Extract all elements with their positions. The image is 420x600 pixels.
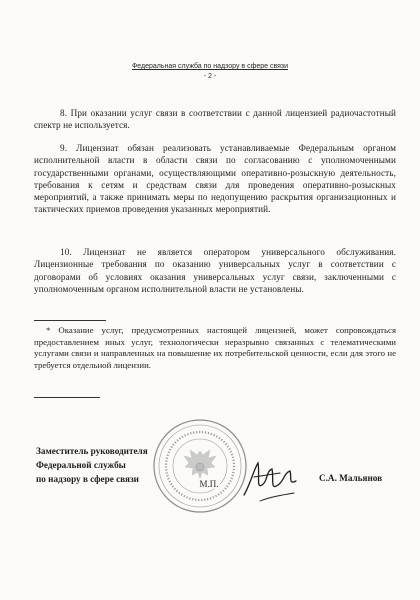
footnote-end-rule [34,397,100,398]
clause-9: 9. Лицензиат обязан реализовать устанавливаемые Федеральным органом исполнительной власти в области связи по согласованию с уполномоченными государственными органами, осуществляющими оперативно-розыскную деятельность, требования к сетям и средствам связи для проведения оперативно-розыскных мероприятий, а также принимать меры по недопущению раскрытия организационных и тактических приемов проведения указанных мероприятий. [34,143,396,215]
header-title: Федеральная служба по надзору в сфере связи [131,63,288,70]
position-line: Заместитель руководителя [36,446,148,456]
position-line: по надзору в сфере связи [36,474,139,484]
handwritten-signature [240,455,300,507]
signature-position [36,444,148,486]
eagle-emblem-icon [184,450,216,479]
seal-label: М.П. [199,479,219,489]
footnote-separator [34,320,106,321]
clause-8: 8. При оказании услуг связи в соответствии с данной лицензией радиочастотный спектр не используется. [34,108,396,131]
position-line: Федеральной службы [36,460,126,470]
signer-name: С.А. Мальянов [319,473,383,483]
official-seal [152,418,248,514]
clause-10: 10. Лицензиат не является оператором универсального обслуживания. Лицензионные требования по оказанию универсальных услуг в соответствии с договорами об условиях оказания универсальных услуг связи, заключенными с уполномоченным органом исполнительной власти не установлены. [34,247,396,294]
page-number: - 2 - [203,73,217,80]
footnote: * Оказание услуг, предусмотренных настоящей лицензией, может сопровождаться предоставлением иных услуг, технологически неразрывно связанных с телематическими услугами связи и направленных на повышение их потребительской ценности, если для этого не требуется отдельной лицензии. [34,325,396,370]
